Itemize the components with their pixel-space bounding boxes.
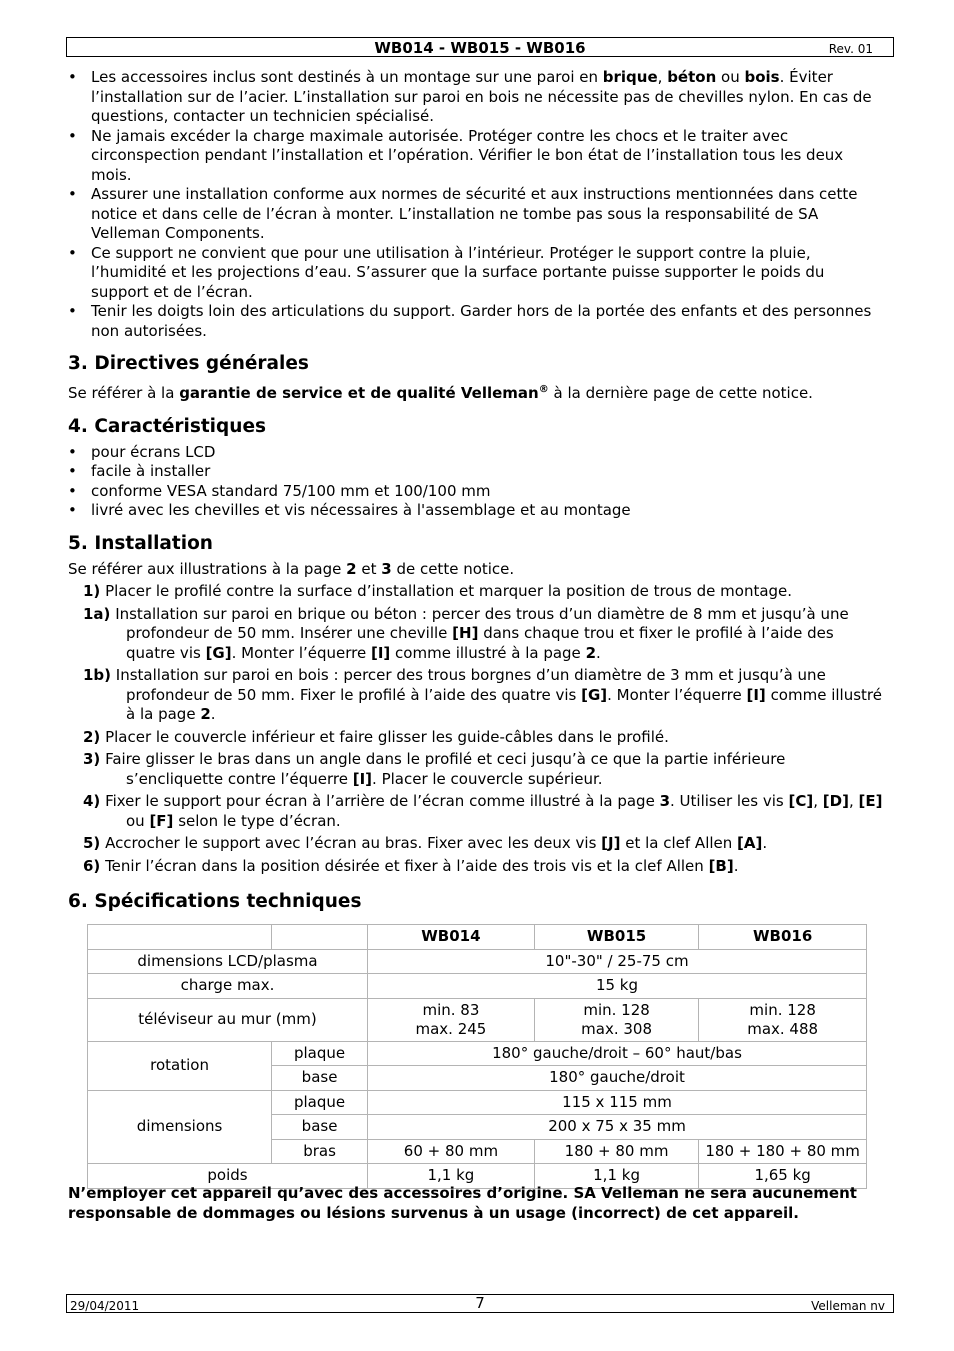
col-header-wb016: WB016 [699, 925, 867, 950]
table-header-row [88, 925, 867, 950]
bold-run: [G] [205, 643, 232, 662]
sub-label-rot-plaque: plaque [272, 1041, 368, 1066]
bold-run: 1b) [83, 666, 112, 684]
text-run: à la dernière page de cette notice. [548, 384, 813, 402]
bold-run: [A] [737, 834, 763, 852]
section-3-title: 3. Directives générales [68, 353, 309, 374]
text-run: . [733, 856, 739, 875]
table-row [88, 1041, 867, 1066]
text-run: et la clef Allen [620, 834, 738, 852]
bullet-icon: • [68, 126, 77, 145]
bullet-icon: • [68, 462, 77, 480]
text-run: ou [126, 811, 150, 830]
text-run: comme illustré à la page [126, 685, 882, 723]
cell-bras-wb014: 60 + 80 mm [368, 1139, 535, 1164]
text-run: Tenir les doigts loin des articulations du support. Garder hors de la portée des enfants et des personnes non autorisées. [91, 302, 872, 340]
list-item [68, 462, 883, 482]
text-run: Installation sur paroi en brique ou béton : percer des trous d’un diamètre de 8 mm et jusqu’à une profondeur de 50 mm. Insérer une cheville [110, 604, 849, 642]
footer-date: 29/04/2011 [70, 1299, 140, 1313]
row-label-dim-lcd: dimensions LCD/plasma [88, 949, 368, 974]
text-run: livré avec les chevilles et vis nécessaires à l'assemblage et au montage [91, 501, 631, 519]
cell-tv-wb015 [534, 998, 698, 1041]
bold-run: 1) [83, 582, 101, 600]
bold-run: 2 [200, 705, 211, 723]
bold-run: 2) [83, 727, 101, 746]
list-item [68, 443, 883, 463]
section-3-text [68, 380, 883, 404]
cell-bras-wb015: 180 + 80 mm [534, 1139, 698, 1164]
bold-run: brique [602, 68, 658, 86]
cell-dim-lcd: 10"-30" / 25-75 cm [368, 949, 867, 974]
table-corner-cell-2 [272, 925, 368, 950]
bold-run: 3 [659, 792, 671, 810]
list-item [68, 482, 883, 502]
text-run: , [657, 68, 668, 86]
text-run: de cette notice. [391, 559, 515, 578]
text-run: pour écrans LCD [91, 442, 216, 461]
text-run: Ce support ne convient que pour une utilisation à l’intérieur. Protéger le support contre la pluie, l’humidité et les projections d’eau. S’assurer que la surface portante puisse supporter le poids du support et de l’écran. [91, 243, 825, 301]
text-run: Accrocher le support avec l’écran au bras. Fixer avec les deux vis [100, 834, 602, 852]
table-row [88, 998, 867, 1041]
bullet-icon: • [68, 442, 77, 461]
row-label-charge: charge max. [88, 974, 368, 999]
text-run: selon le type d’écran. [173, 811, 341, 830]
installation-step [68, 792, 883, 831]
bullet-icon: • [68, 68, 77, 86]
document-title: WB014 - WB015 - WB016 [374, 39, 586, 57]
text-run: . Monter l’équerre [231, 643, 371, 662]
bold-run: 4) [83, 792, 101, 810]
text-run: Assurer une installation conforme aux normes de sécurité et aux instructions mentionnées dans cette notice et dans celle de l’écran à monter. L’installation ne tombe pas sous la responsabilité de SA Velleman Components. [91, 185, 858, 242]
bold-run: bois [744, 68, 780, 86]
footer-company: Velleman nv [811, 1299, 885, 1313]
text-run: , [813, 792, 823, 810]
bold-run: [I] [746, 685, 766, 704]
installation-step [68, 750, 883, 789]
text-run: . Monter l’équerre [607, 685, 747, 704]
installation-step [68, 605, 883, 664]
text-run: . [210, 705, 216, 723]
tv-min-wb015: min. 128 [583, 1000, 650, 1019]
bullet-icon: • [68, 243, 77, 262]
cell-tv-wb014 [368, 998, 535, 1041]
text-run: et [356, 559, 382, 578]
cell-rot-plaque: 180° gauche/droit – 60° haut/bas [368, 1041, 867, 1066]
bold-run: [I] [352, 769, 373, 788]
bold-run: 1a) [83, 604, 111, 623]
table-row [88, 1090, 867, 1115]
bold-run: béton [667, 68, 717, 86]
sub-label-rot-base: base [272, 1066, 368, 1091]
row-label-dimensions: dimensions [88, 1090, 272, 1164]
safety-bullet-list [68, 68, 883, 341]
page-content [68, 68, 883, 918]
installation-steps [68, 582, 883, 876]
cell-poids-wb015: 1,1 kg [534, 1164, 698, 1189]
text-run: Fixer le support pour écran à l’arrière de l’écran comme illustré à la page [100, 792, 660, 810]
tv-max-wb015: max. 308 [581, 1019, 652, 1038]
sub-label-dim-plaque: plaque [272, 1090, 368, 1115]
text-run: Faire glisser le bras dans un angle dans le profilé et ceci jusqu’à ce que la partie inférieure s’encliquette contre l’équerre [100, 750, 786, 788]
cell-dim-plaque: 115 x 115 mm [368, 1090, 867, 1115]
cell-bras-wb016: 180 + 180 + 80 mm [699, 1139, 867, 1164]
text-run: Se référer à la [68, 384, 180, 402]
text-run: dans chaque trou et fixer le profilé à l’aide des quatre vis [126, 624, 834, 662]
installation-step [68, 857, 883, 877]
sub-label-dim-base: base [272, 1115, 368, 1140]
list-item [68, 185, 883, 244]
text-run: facile à installer [91, 462, 211, 480]
bullet-icon: • [68, 501, 77, 519]
text-run: Les accessoires inclus sont destinés à un montage sur une paroi en [91, 68, 603, 86]
section-6-title: 6. Spécifications techniques [68, 891, 362, 912]
text-run: . Éviter l’installation sur de l’acier. L’installation sur paroi en bois ne nécessite pas de chevilles nylon. En cas de questions, contacter un technicien spécialisé. [91, 68, 872, 125]
list-item [68, 302, 883, 341]
bold-run: garantie de service et de qualité Velleman [179, 384, 539, 402]
specifications-table [87, 924, 867, 1189]
list-item [68, 244, 883, 303]
registered-mark: ® [538, 384, 549, 395]
cell-poids-wb016: 1,65 kg [699, 1164, 867, 1189]
bold-run: [G] [581, 685, 608, 704]
warning-text: N’employer cet appareil qu’avec des accessoires d’origine. SA Velleman ne sera aucunement responsable de dommages ou lésions survenus à un usage (incorrect) de cet appareil. [68, 1184, 857, 1222]
bold-run: [F] [149, 811, 174, 830]
bold-run: 3) [83, 750, 101, 768]
list-item [68, 68, 883, 127]
table-corner-cell [88, 925, 272, 950]
bold-run: 5) [83, 834, 101, 852]
text-run: Placer le couvercle inférieur et faire glisser les guide-câbles dans le profilé. [100, 727, 669, 746]
cell-charge: 15 kg [368, 974, 867, 999]
table-row [88, 974, 867, 999]
text-run: . Utiliser les vis [670, 792, 789, 810]
text-run: ou [716, 68, 745, 86]
text-run: Se référer aux illustrations à la page [68, 559, 347, 578]
list-item [68, 501, 883, 521]
sub-label-dim-bras: bras [272, 1139, 368, 1164]
cell-rot-base: 180° gauche/droit [368, 1066, 867, 1091]
page-header [66, 37, 894, 57]
installation-step [68, 582, 883, 602]
installation-step [68, 666, 883, 725]
text-run: Ne jamais excéder la charge maximale autorisée. Protéger contre les chocs et le traiter avec circonspection pendant l’installation et l’opération. Vérifier le bon état de l’installation tous les deux mois. [91, 126, 844, 184]
cell-tv-wb016 [699, 998, 867, 1041]
section-5-title: 5. Installation [68, 532, 213, 554]
bold-run: 3 [381, 559, 392, 578]
tv-min-wb016: min. 128 [749, 1000, 816, 1019]
bold-run: 2 [585, 643, 596, 662]
section-5-intro [68, 560, 883, 580]
page-footer [66, 1294, 894, 1313]
text-run: Tenir l’écran dans la position désirée et fixer à l’aide des trois vis et la clef Allen [100, 856, 709, 875]
installation-step [68, 728, 883, 748]
bold-run: [D] [822, 792, 849, 810]
text-run: comme illustré à la page [390, 643, 586, 662]
tv-max-wb016: max. 488 [747, 1019, 819, 1038]
bold-run: [B] [708, 856, 734, 875]
bold-run: [J] [601, 834, 621, 852]
text-run: Installation sur paroi en bois : percer des trous borgnes d’un diamètre de 3 mm et jusqu’à une profondeur de 50 mm. Fixer le profilé à l’aide des quatre vis [111, 666, 826, 704]
list-item [68, 127, 883, 186]
section-4-title: 4. Caractéristiques [68, 415, 266, 437]
cell-dim-base: 200 x 75 x 35 mm [368, 1115, 867, 1140]
col-header-wb014: WB014 [368, 925, 535, 950]
text-run: conforme VESA standard 75/100 mm et 100/100 mm [91, 481, 491, 500]
bold-run: 6) [83, 856, 101, 875]
tv-min-wb014: min. 83 [422, 1000, 480, 1019]
table-row [88, 949, 867, 974]
bold-run: [C] [788, 792, 814, 810]
page-number: 7 [475, 1294, 485, 1312]
col-header-wb015: WB015 [534, 925, 698, 950]
text-run: . Placer le couvercle supérieur. [372, 769, 603, 788]
bullet-icon: • [68, 302, 77, 320]
text-run: Placer le profilé contre la surface d’installation et marquer la position de trous de montage. [100, 582, 793, 600]
features-list [68, 443, 883, 521]
bold-run: [H] [452, 624, 479, 642]
bold-run: [E] [858, 792, 883, 810]
row-label-poids: poids [88, 1164, 368, 1189]
bold-run: [I] [370, 643, 391, 662]
bullet-icon: • [68, 185, 77, 203]
cell-poids-wb014: 1,1 kg [368, 1164, 535, 1189]
revision-label: Rev. 01 [828, 42, 873, 56]
text-run: . [762, 834, 768, 852]
row-label-tv: téléviseur au mur (mm) [88, 998, 368, 1041]
row-label-rotation: rotation [88, 1041, 272, 1090]
tv-max-wb014: max. 245 [415, 1019, 487, 1038]
bullet-icon: • [68, 481, 77, 500]
text-run: . [596, 643, 601, 662]
bold-run: 2 [346, 559, 357, 578]
text-run: , [848, 792, 859, 810]
installation-step [68, 834, 883, 854]
